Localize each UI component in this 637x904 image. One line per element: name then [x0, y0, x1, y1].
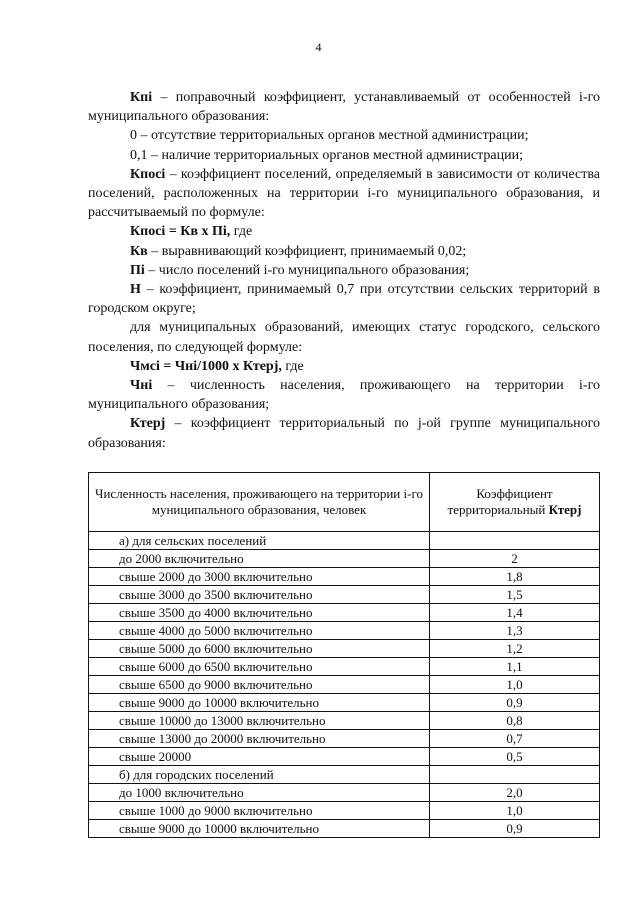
population-range-cell: свыше 3500 до 4000 включительно: [89, 604, 430, 622]
formula-kposi-tail: где: [230, 224, 253, 240]
table-row: [89, 550, 600, 568]
definition-chni: – численность населения, проживающего на территории i-го муниципального образования;: [88, 378, 600, 413]
population-range-cell: свыше 6500 до 9000 включительно: [89, 676, 430, 694]
formula-kposi-expression: Кпосi = Кв x Пi,: [130, 224, 231, 240]
coefficient-value-cell: 0,5: [430, 748, 600, 766]
definition-kterj: – коэффициент территориальный по j-ой группе муниципального образования:: [88, 416, 600, 451]
coefficient-value-cell: 1,5: [430, 586, 600, 604]
paragraph-chni: [88, 376, 600, 414]
definition-kv: – выравнивающий коэффициент, принимаемый 0,02;: [147, 243, 467, 259]
coefficient-value-cell: [430, 766, 600, 784]
coefficient-value-cell: 1,0: [430, 676, 600, 694]
coefficient-value-cell: 2: [430, 550, 600, 568]
table-row: [89, 802, 600, 820]
table-header-row: [89, 473, 600, 532]
term-kv: Кв: [130, 243, 148, 259]
definition-kposi: – коэффициент поселений, определяемый в зависимости от количества поселений, расположенных на территории i-го муниципального образования, и рассчитываемый по формуле:: [88, 166, 600, 221]
formula-chmsi-tail: где: [281, 358, 304, 374]
table-row: [89, 712, 600, 730]
population-range-cell: а) для сельских поселений: [89, 532, 430, 550]
population-range-cell: свыше 9000 до 10000 включительно: [89, 820, 430, 838]
population-range-cell: до 2000 включительно: [89, 550, 430, 568]
coefficient-value-cell: [430, 532, 600, 550]
table-row: [89, 766, 600, 784]
coefficient-value-cell: 1,1: [430, 658, 600, 676]
paragraph-h: [88, 280, 600, 318]
term-kpi: Кпi: [130, 90, 153, 105]
term-kterj: Ктерj: [130, 416, 166, 432]
table-row: [89, 676, 600, 694]
coefficient-value-cell: 0,9: [430, 820, 600, 838]
paragraph-pi: [88, 261, 600, 280]
formula-chmsi: [88, 357, 600, 376]
population-range-cell: свыше 9000 до 10000 включительно: [89, 694, 430, 712]
term-kposi: Кпосi: [130, 166, 166, 182]
table-row: [89, 694, 600, 712]
paragraph-kv: [88, 242, 600, 261]
table-row: [89, 640, 600, 658]
paragraph-kposi: [88, 165, 600, 223]
population-range-cell: свыше 4000 до 5000 включительно: [89, 622, 430, 640]
formula-chmsi-expression: Чмсi = Чнi/1000 x Ктерj,: [130, 358, 282, 374]
table-row: [89, 568, 600, 586]
table-row: [89, 532, 600, 550]
coefficient-value-cell: 2,0: [430, 784, 600, 802]
definition-pi: – число поселений i-го муниципального образования;: [144, 262, 470, 278]
header-population: Численность населения, проживающего на территории i-го муниципального образования, человек: [89, 473, 430, 532]
population-range-cell: свыше 5000 до 6000 включительно: [89, 640, 430, 658]
table-row: [89, 748, 600, 766]
coefficient-table: [88, 472, 600, 838]
coefficient-value-cell: 1,2: [430, 640, 600, 658]
population-range-cell: б) для городских поселений: [89, 766, 430, 784]
header-coefficient-label: Коэффициент территориальный: [447, 486, 553, 517]
population-range-cell: свыше 20000: [89, 748, 430, 766]
header-coefficient: [430, 473, 600, 532]
definition-kpi: – поправочный коэффициент, устанавливаемый от особенностей i-го муниципального образования:: [88, 90, 600, 125]
term-chni: Чнi: [130, 378, 153, 394]
paragraph-kpi: [88, 88, 600, 126]
paragraph-municipal-status: для муниципальных образований, имеющих статус городского, сельского поселения, по следующей формуле:: [88, 320, 600, 355]
coefficient-value-cell: 0,9: [430, 694, 600, 712]
table-row: [89, 604, 600, 622]
population-range-cell: свыше 6000 до 6500 включительно: [89, 658, 430, 676]
term-pi: Пi: [130, 262, 145, 278]
coefficient-value-cell: 0,7: [430, 730, 600, 748]
coefficient-value-cell: 0,8: [430, 712, 600, 730]
population-range-cell: свыше 3000 до 3500 включительно: [89, 586, 430, 604]
definition-h: – коэффициент, принимаемый 0,7 при отсутствии сельских территорий в городском округе;: [88, 282, 600, 317]
coefficient-value-cell: 1,4: [430, 604, 600, 622]
coefficient-value-cell: 1,0: [430, 802, 600, 820]
coefficient-value-cell: 1,3: [430, 622, 600, 640]
coefficient-value-cell: 1,8: [430, 568, 600, 586]
table-row: [89, 784, 600, 802]
population-range-cell: свыше 13000 до 20000 включительно: [89, 730, 430, 748]
table-row: [89, 730, 600, 748]
body-text: [88, 88, 600, 453]
table-row: [89, 820, 600, 838]
page-number: 4: [315, 40, 322, 54]
term-h: Н: [130, 282, 141, 298]
population-range-cell: свыше 2000 до 3000 включительно: [89, 568, 430, 586]
paragraph-kterj: [88, 414, 600, 452]
table-row: [89, 658, 600, 676]
table-row: [89, 622, 600, 640]
paragraph-option-0: 0 – отсутствие территориальных органов местной администрации;: [130, 128, 529, 144]
table-row: [89, 586, 600, 604]
population-range-cell: свыше 1000 до 9000 включительно: [89, 802, 430, 820]
formula-kposi: [88, 222, 600, 241]
paragraph-option-01: 0,1 – наличие территориальных органов местной администрации;: [130, 147, 523, 163]
population-range-cell: свыше 10000 до 13000 включительно: [89, 712, 430, 730]
header-coefficient-term: Ктерj: [548, 502, 582, 517]
population-range-cell: до 1000 включительно: [89, 784, 430, 802]
